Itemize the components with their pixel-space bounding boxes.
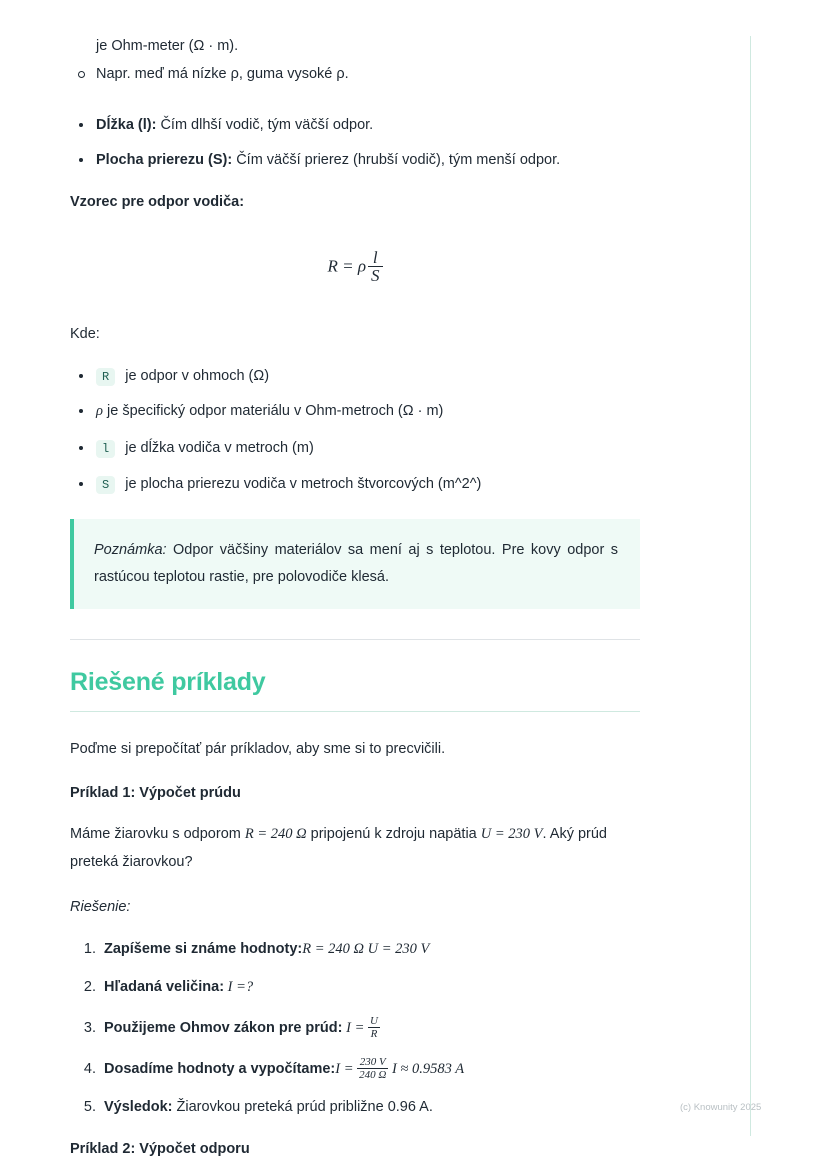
list-item — [70, 64, 640, 86]
statement-mid: pripojenú k zdroju napätia — [306, 826, 481, 843]
step-fraction — [357, 1056, 388, 1081]
symbol-code-s: S — [96, 476, 115, 494]
formula-denominator: S — [368, 266, 383, 285]
note-callout — [70, 519, 640, 609]
formula-numerator: l — [372, 247, 378, 267]
symbol-code-r: R — [96, 368, 115, 386]
step-label: Použijeme Ohmov zákon pre prúd: — [104, 1020, 343, 1037]
factor-term: Dĺžka (l): — [96, 116, 157, 133]
symbol-code-l: l — [96, 440, 115, 458]
list-item — [100, 1097, 640, 1119]
list-item — [100, 1015, 640, 1040]
copyright-footer: (c) Knowunity 2025 — [680, 1102, 762, 1113]
list-item — [70, 365, 640, 387]
statement-post: . Aký prúd preteká žiarovkou? — [70, 826, 607, 870]
step-math-lead: I = — [342, 1020, 368, 1037]
symbols-list — [70, 365, 640, 496]
factors-list — [70, 114, 640, 172]
step-math-lead: I = — [335, 1061, 358, 1078]
formula-heading: Vzorec pre odpor vodiča: — [70, 194, 245, 211]
solution-label: Riešenie: — [70, 899, 131, 916]
example2-title: Príklad 2: Výpočet odporu — [70, 1141, 250, 1158]
symbol-desc: je špecifický odpor materiálu v Ohm-metroch (Ω · m) — [107, 402, 444, 419]
list-item — [100, 1056, 640, 1081]
symbol-desc: je odpor v ohmoch (Ω) — [125, 367, 270, 384]
intro-sub-item-text: Napr. meď má nízke ρ, guma vysoké ρ. — [96, 65, 349, 82]
step-math: Žiarovkou preteká prúd približne 0.96 A. — [172, 1099, 433, 1116]
step-frac-num: U — [369, 1014, 378, 1027]
factor-text: Čím dlhší vodič, tým väčší odpor. — [156, 116, 374, 133]
step-label: Výsledok: — [104, 1099, 173, 1116]
symbol-rho: ρ — [96, 402, 103, 419]
list-item — [70, 114, 640, 136]
factor-text: Čím väčší prierez (hrubší vodič), tým menší odpor. — [232, 151, 561, 168]
note-lead: Poznámka: — [94, 542, 167, 559]
list-item — [70, 437, 640, 459]
step-fraction — [368, 1015, 380, 1040]
spacer — [70, 86, 640, 96]
page-title: Riešené príklady — [70, 668, 266, 696]
intro-sub-list — [70, 64, 640, 86]
step-math: R = 240 Ω U = 230 V — [302, 941, 430, 958]
list-item — [70, 149, 640, 171]
note-text: Odpor väčšiny materiálov sa mení aj s teplotou. Pre kovy odpor s rastúcou teplotou rastie, pre polovodiče klesá. — [94, 542, 618, 586]
step-label: Dosadíme hodnoty a vypočítame: — [104, 1061, 336, 1078]
statement-pre: Máme žiarovku s odporom — [70, 826, 245, 843]
example1-statement — [70, 821, 640, 876]
list-item — [100, 977, 640, 999]
formula-lhs: R = ρ — [327, 255, 366, 275]
formula-fraction — [368, 249, 383, 286]
step-frac-den: R — [368, 1027, 380, 1040]
step-frac-den: 240 Ω — [359, 1069, 387, 1082]
symbol-desc: je dĺžka vodiča v metroch (m) — [125, 440, 314, 457]
step-frac-num: 230 V — [359, 1056, 386, 1069]
list-item — [100, 939, 640, 961]
resistance-formula — [70, 249, 640, 286]
factor-term: Plocha prierezu (S): — [96, 151, 233, 168]
heading-underline — [70, 711, 640, 712]
where-label: Kde: — [70, 326, 100, 343]
symbol-desc: je plocha prierezu vodiča v metroch štvorcových (m^2^) — [125, 475, 482, 492]
solution-steps — [70, 939, 640, 1119]
intro-top-line — [70, 36, 640, 58]
statement-voltage: U = 230 V — [480, 826, 543, 843]
step-label: Zapíšeme si známe hodnoty: — [104, 941, 303, 958]
step-math-tail: I ≈ 0.9583 A — [388, 1061, 465, 1078]
list-item — [70, 473, 640, 495]
document-content — [70, 36, 640, 1173]
step-label: Hľadaná veličina: — [104, 979, 225, 996]
list-item — [70, 400, 640, 422]
step-math: I =? — [224, 979, 254, 996]
examples-intro: Poďme si prepočítať pár príkladov, aby sme si to precvičili. — [70, 741, 446, 757]
section-divider — [70, 639, 640, 640]
intro-top-line-text: je Ohm-meter (Ω · m). — [96, 38, 239, 54]
page-right-rule — [750, 36, 751, 1136]
example1-title: Príklad 1: Výpočet prúdu — [70, 785, 241, 802]
statement-resistance: R = 240 Ω — [244, 826, 307, 843]
